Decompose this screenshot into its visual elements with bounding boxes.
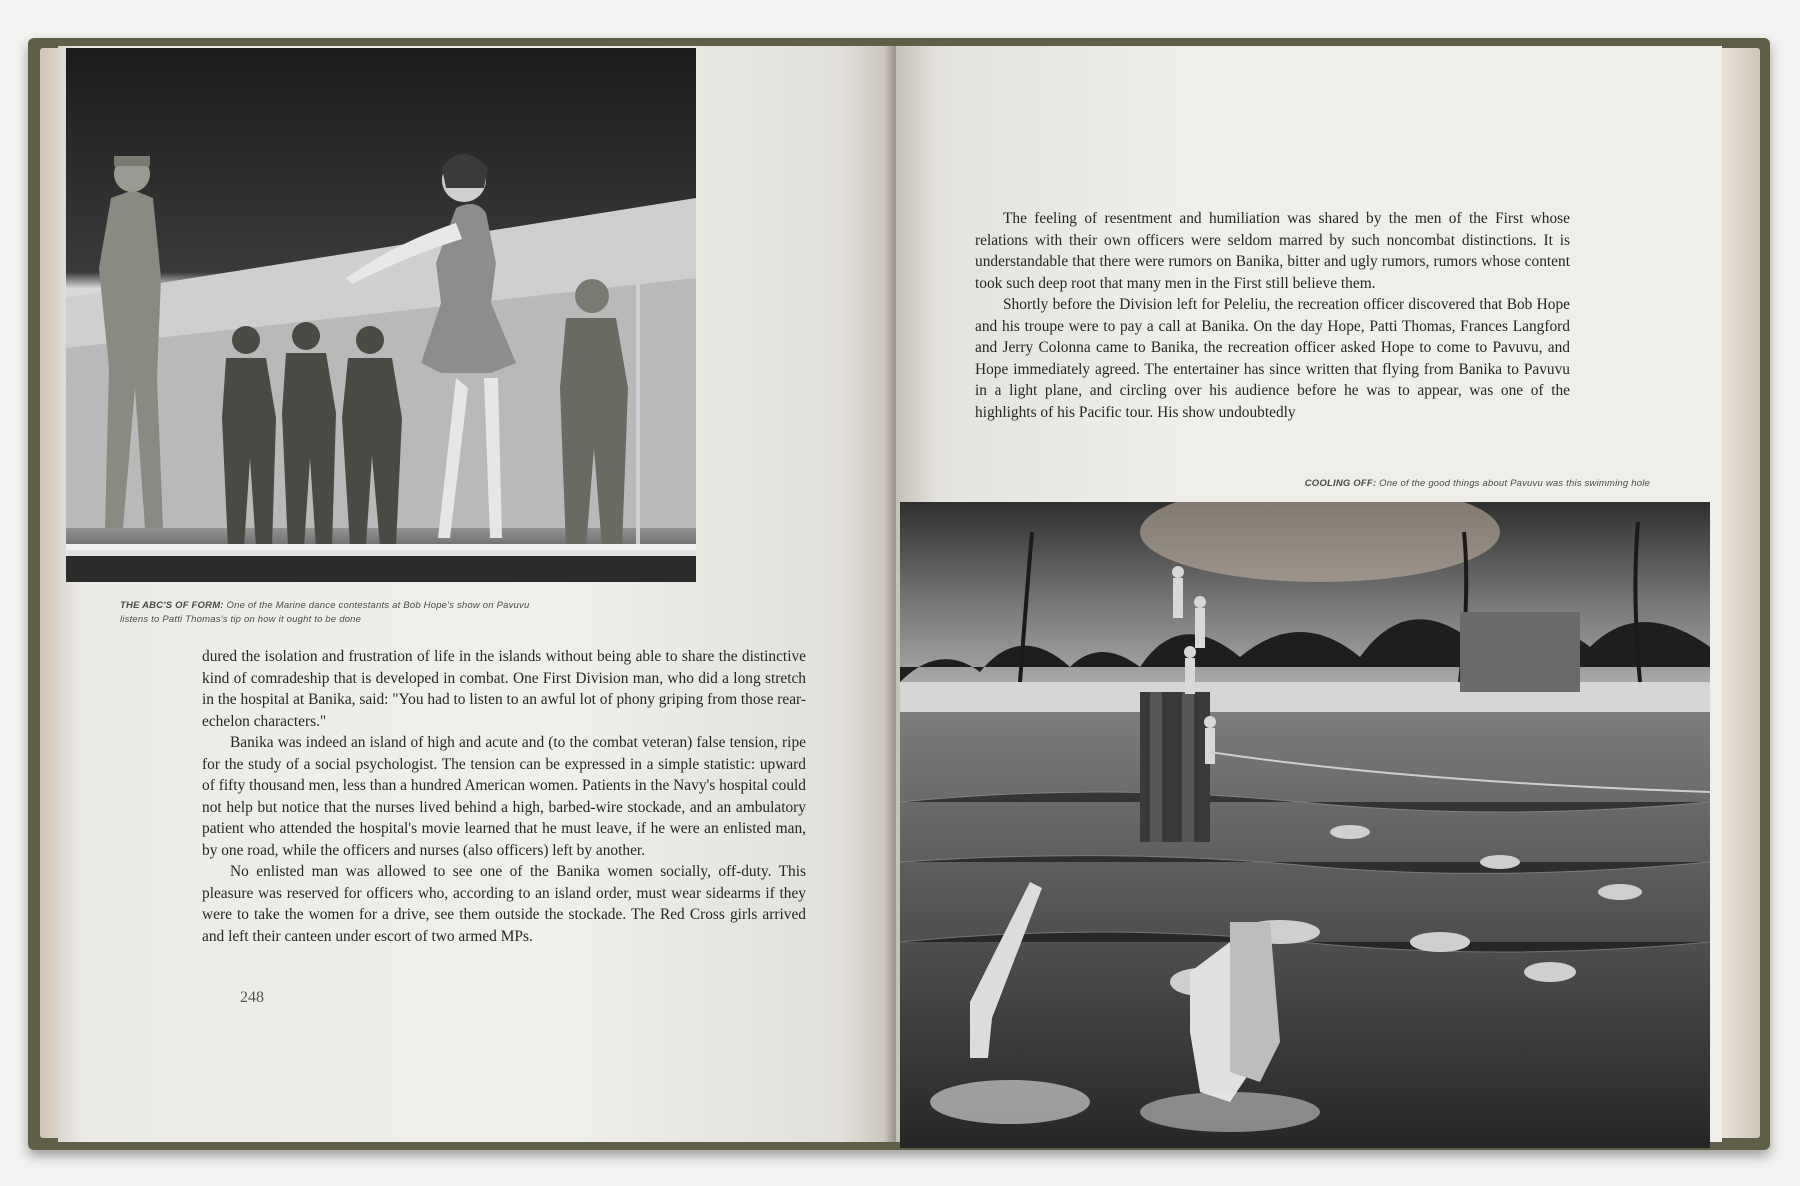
swim-photo-caption	[1255, 477, 1650, 491]
left-body-text	[202, 646, 806, 947]
page-number: 248	[240, 989, 264, 1006]
caption-head: COOLING OFF:	[1304, 478, 1377, 489]
stage-photo	[66, 48, 696, 582]
stage-photo-caption	[120, 599, 540, 627]
paragraph: Shortly before the Division left for Peleliu, the recreation officer discovered that Bob Hope and his troupe were to pay a call at Banika. On the day Hope, Patti Thomas, Frances Langford and Jerry Colonna came to Banika, the recreation officer asked Hope to come to Pavuvu, and Hope immediately agreed. The entertainer has since written that flying from Banika to Pavuvu in a light plane, and circling over his audience before he was to appear, was one of the highlights of his Pacific tour. His show undoubtedly	[975, 296, 1570, 421]
paragraph: dured the isolation and frustration of life in the islands without being able to share the distinctive kind of comradeship that is developed in combat. One First Division man, who did a long stretch in the hospital at Banika, said: "You had to listen to an awful lot of phony griping from those rear-echelon characters."	[202, 648, 806, 730]
paragraph: The feeling of resentment and humiliation was shared by the men of the First whose relations with their own officers were seldom marred by such noncombat distinctions. It is understandable that there were rumors on Banika, bitter and ugly rumors, rumors whose content took such deep root that many men in the First still believe them.	[975, 210, 1570, 292]
caption-text: One of the good things about Pavuvu was this swimming hole	[1379, 478, 1650, 489]
caption-head: THE ABC'S OF FORM:	[120, 600, 224, 611]
swimming-hole-photo	[900, 502, 1710, 1148]
caption-text: One of the Marine dance contestants at Bob Hope's show on Pavuvu listens to Patti Thomas's tip on how it ought to be done	[120, 600, 530, 625]
right-body-text	[975, 208, 1570, 423]
paragraph: No enlisted man was allowed to see one of the Banika women socially, off-duty. This pleasure was reserved for officers who, according to an island order, must wear sidearms if they were to take the women for a drive, see them outside the stockade. The Red Cross girls arrived and left their canteen under escort of two armed MPs.	[202, 863, 806, 945]
paragraph: Banika was indeed an island of high and acute and (to the combat veteran) false tension, ripe for the study of a social psychologist. The tension can be expressed in a simple statistic: upward of fifty thousand men, less than a hundred American women. Patients in the Navy's hospital could not help but notice that the nurses lived behind a high, barbed-wire stockade, and an ambulatory patient who attended the hospital's movie learned that he must leave, if he were an enlisted man, by one road, while the officers and nurses (also officers) left by another.	[202, 734, 806, 859]
